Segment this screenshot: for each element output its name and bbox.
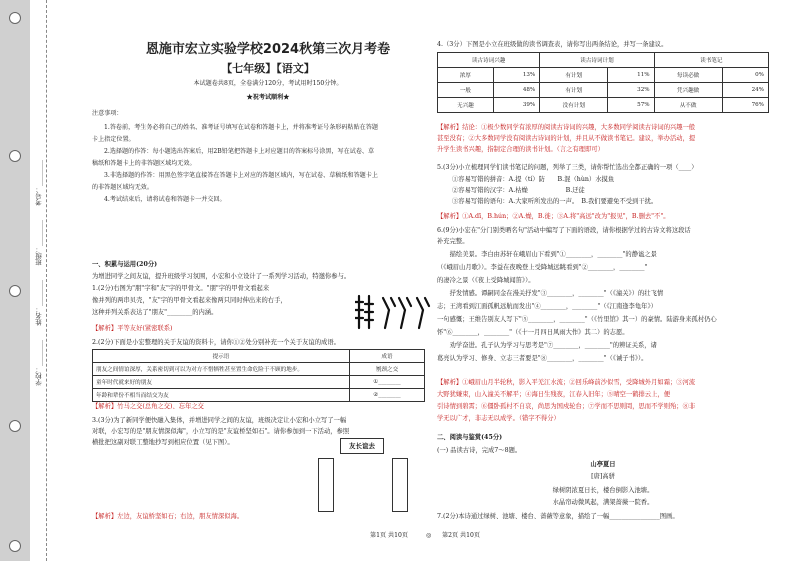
answer-6 — [437, 378, 769, 423]
q1-text: 像并列的两串贝壳，"友"字的甲骨文看起来像两只同时伸出来的右手， — [92, 297, 287, 304]
q6-text: 补充完整。 — [437, 238, 469, 245]
table-cell: 没有计划 — [540, 98, 608, 113]
table-header: 读古诗词计划 — [540, 53, 654, 68]
punch-hole — [9, 150, 21, 162]
page-number-left: 第1页 共10页 — [370, 532, 408, 539]
name-field[interactable]: 姓名：________ — [35, 280, 43, 326]
notes-block — [92, 110, 422, 204]
answer-line: 引诗情到碧霄；⑥僵卧孤村不自哀，尚思为国戍轮台；⑦学而不思则罔，思而不学则殆；⑧非 — [437, 403, 696, 410]
exam-wish: ★祝考试顺利★ — [246, 94, 290, 101]
exam-info: 本试题卷共8页，全卷满分120分，考试用时150分钟。 — [193, 80, 343, 87]
table-cell: 年龄和辈份不相当而结交为友 — [93, 389, 350, 402]
answer-4 — [437, 123, 769, 154]
para-line: （《峨眉山月歌》）。李益在夜晚登上受降城远眺看到"②________，________" — [437, 264, 648, 271]
poem-author: [唐]高骈 — [591, 473, 615, 480]
table-cell: 无兴趣 — [438, 98, 494, 113]
q1-text: 1.(2分)右图为"朋"字和"友"字的甲骨文。"朋"字的甲骨文看起来 — [92, 285, 270, 292]
note-line: 卡上指定位置。 — [92, 136, 135, 143]
section-1-title: 一、积累与运用(20分) — [92, 261, 158, 268]
binding-strip — [0, 0, 30, 561]
para-line: 抒发情感。谭嗣同金在漫关抒发"③________，________"（《潼关》）的壮飞情 — [437, 290, 664, 297]
exam-title: 恩施市宏立实验学校2024秋第三次月考卷 — [145, 42, 391, 57]
table-cell: 32% — [608, 83, 654, 98]
table-header: 提示语 — [93, 350, 350, 363]
answer-line: 升学生读书兴趣，指制定合理的读书计划。（言之有理即可） — [437, 146, 604, 153]
subsection-title: (一) 品读古诗，完成7～8题。 — [437, 447, 522, 454]
table-cell: 11% — [608, 68, 654, 83]
table-cell: 有计划 — [540, 83, 608, 98]
table-cell: 从不做 — [654, 98, 722, 113]
table-cell: 有计划 — [540, 68, 608, 83]
exam-subtitle: 【七年级】【语文】 — [221, 62, 315, 75]
table-cell: 浓厚 — [438, 68, 494, 83]
table-cell: 76% — [722, 98, 768, 113]
binding-margin — [0, 0, 92, 561]
table-cell: 每读必做 — [654, 68, 722, 83]
answer-line: 大野犹嫌束，山入潼关不解平；④海日生残夜，江春入旧年；⑤晴空一鹤排云上，便 — [437, 391, 670, 398]
table-row — [93, 389, 425, 402]
answer-line: 学无以广才，非志无以成学。（错字不得分） — [437, 415, 560, 422]
para-line: 怀"⑥________，________"（《十一月四日风雨大作》其二）的志愿。 — [437, 329, 629, 336]
notes-title: 注意事项： — [92, 110, 123, 117]
option-line: ②容易写错的汉字：A.枯燥 B.迂徒 — [452, 187, 585, 194]
q-intro: 为增进同学之间友谊，提升班级学习氛围，小宏和小立设计了一系列学习活动，特邀你参与。 — [92, 273, 351, 280]
q1-text: 这种并列关系表达了"朋友"________的内涵。 — [92, 309, 218, 316]
note-line: 3.非选择题的作答：用黑色签字笔直接答在答题卡上对应的答题区域内，写在试卷、草稿纸和答题卡上 — [104, 172, 378, 179]
answer-blank[interactable]: ①________ — [350, 376, 425, 389]
cut-line — [46, 0, 47, 561]
page-separator: ◎ — [426, 532, 432, 539]
table-cell: 一般 — [438, 83, 494, 98]
oracle-glyph-image — [355, 292, 435, 332]
answer-5: 【解析】①A.dī，B.hún；②A.燥，B.徙；③A.将"高远"改为"报见"，B.删去"不"。 — [437, 213, 670, 220]
note-line: 1.答卷前，考生务必将自己的姓名、准考证号填写在试卷和答题卡上，并将准考证号条形码粘贴在答题 — [104, 124, 378, 131]
table-cell: 凭兴趣做 — [654, 83, 722, 98]
para-line: 葛亮认为学习、修身、立志三者要是"⑧________，________"（《诫子书》）。 — [437, 355, 648, 362]
q5-options — [452, 175, 657, 206]
answer-line: 【解析】结论：①极少数同学有浓厚的阅读古诗词的兴趣，大多数同学阅读古诗词的兴趣一般 — [437, 124, 696, 131]
table-header: 读古诗词兴趣 — [438, 53, 540, 68]
page-number-right: 第2页 共10页 — [442, 532, 480, 539]
q6-text: 6.(9分)小宏在"分门别类晒名句"活动中编写了下面的语段，请你根据学过的古诗文将这段话 — [437, 227, 691, 234]
class-field[interactable]: 班级：________ — [35, 220, 43, 266]
table-cell: 57% — [608, 98, 654, 113]
para-line: 描绘美景。李白由苏轩在峨眉山下看到"①________，________"的静谧之景 — [437, 251, 657, 258]
note-line: 稿纸和答题卡上的非答题区域均无效。 — [92, 160, 196, 167]
punch-hole — [9, 420, 21, 432]
para-line: 志；王湾看到江面孤帆远航而发出"④________，________"（《江南逢李龟年》） — [437, 303, 657, 310]
q5-text: 5.(3分)小立梳理同学们读书笔记的问题，列举了三类，请你帮忙选出全都正确的一项（____） — [437, 164, 698, 171]
table-cell: 童年时代就来好的朋友 — [93, 376, 350, 389]
answer-1: 【解析】平等友好(紧密联系) — [92, 325, 173, 332]
table-cell: 朋友之间情谊深厚，关系密切到可以为对方不惜牺牲甚至置生命危险于不顾的地步。 — [93, 363, 350, 376]
q6-paragraph — [437, 250, 769, 363]
q3-text: 对联，小宏写的是"朋友情深似海"，小立写的是"友谊桥坚如石"。请你参加到一下活动，参照 — [92, 428, 350, 435]
school-field[interactable]: 学校：________ — [35, 340, 43, 386]
answer-blank[interactable]: ②________ — [350, 389, 425, 402]
table-row — [93, 363, 425, 376]
q3-text: 3.(3分)为了新同学便快融入集体，并增进同学之间的友谊，班级决定让小宏和小立写了一幅 — [92, 417, 347, 424]
table-cell: 39% — [493, 98, 539, 113]
note-line: 4.考试结束后，请将试卷和答题卡一并交回。 — [104, 196, 226, 203]
punch-hole — [9, 285, 21, 297]
poem-line: 水晶帘动微风起，满架蔷薇一院香。 — [552, 499, 654, 506]
table-header: 读书笔记 — [654, 53, 768, 68]
couplet-banner: 友长谊去 — [340, 438, 384, 454]
answer-2: 【解析】竹马之交(总角之交)、忘年之交 — [92, 403, 204, 410]
table-cell: 0% — [722, 68, 768, 83]
table-cell: 刎颈之交 — [350, 363, 425, 376]
table-cell: 24% — [722, 83, 768, 98]
option-line: ①容易写错的拼音：A.提（tí）防 B.混（hùn）水摸鱼 — [452, 176, 615, 183]
table-header-row — [93, 350, 425, 363]
table-row — [438, 83, 769, 98]
table-row — [438, 98, 769, 113]
poem-title: 山亭夏日 — [590, 461, 616, 468]
oracle-bone-glyphs — [355, 292, 435, 332]
couplet-right-box[interactable] — [392, 458, 408, 512]
couplet-left-box[interactable] — [318, 458, 334, 512]
idiom-table — [92, 349, 425, 402]
table-cell: 13% — [493, 68, 539, 83]
table-row — [93, 376, 425, 389]
survey-table — [437, 52, 769, 113]
answer-line: 【解析】①峨眉山月半轮秋，影入平羌江水流；②回乐峰前沙似雪，受降城外月如霜；③河流 — [437, 379, 696, 386]
answer-line: 甚至没有；②大多数同学没有阅读古诗词的计划，并且从不做读书笔记。建议，举办活动，提 — [437, 135, 696, 142]
q6-block — [437, 226, 691, 246]
q2-text: 2.(2分)下面是小宏整理的关于友谊的资料卡，请你①②处分别补充一个关于友谊的成语。 — [92, 339, 340, 346]
option-line: ③容易写错的语句：A.大家听所发出的一声。 B.我们要避免不受到干扰。 — [452, 198, 658, 205]
id-field[interactable]: 考号：________ — [35, 160, 43, 206]
para-line: 劝学奋进。孔子认为学习与思考是"⑦________，________"的辨证关系，诸 — [437, 342, 657, 349]
para-line: 的凄冷之景（《夜上受降城闻笛》）。 — [437, 277, 535, 284]
note-line: 的非答题区域均无效。 — [92, 184, 153, 191]
note-line: 2.选择题的作答：每小题选出答案后，用2B铅笔把答题卡上对应题目的答案标号涂黑，写在试卷、草 — [104, 148, 375, 155]
para-line: 一句感慨；王维告别友人写下"⑤________，________"（《竹里馆》其一）的豪情。陆游身来孤村仍心 — [437, 316, 717, 323]
q4-text: 4.（3分）下图是小立在班级做的读书调查表，请你写出两条结论，并写一条建议。 — [437, 41, 668, 48]
section-2-title: 二、阅读与鉴赏(45分) — [437, 434, 503, 441]
punch-hole — [9, 540, 21, 552]
answer-3: 【解析】左边，友谊桥坚如石；右边，朋友情深似海。 — [92, 513, 244, 520]
poem-line: 绿树阴浓夏日长，楼台倒影入池塘。 — [552, 487, 654, 494]
table-header-row — [438, 53, 769, 68]
q3-text: 横批把这副对联工整地抄写到相应位置（见下图）。 — [92, 439, 234, 446]
q7-text: 7.(2分)本诗通过绿树、池塘、楼台、蔷薇等意象，描绘了一幅________________图画。 — [437, 513, 679, 520]
punch-hole — [9, 12, 21, 24]
table-row — [438, 68, 769, 83]
table-cell: 48% — [493, 83, 539, 98]
table-header: 成语 — [350, 350, 425, 363]
